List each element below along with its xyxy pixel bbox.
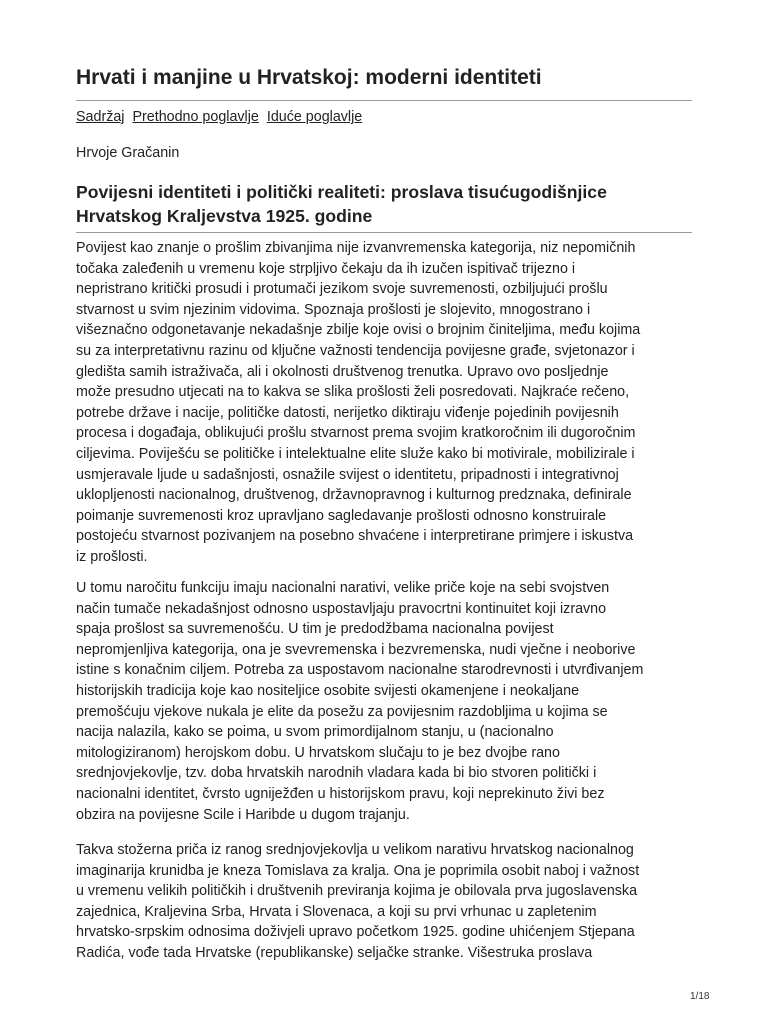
text-line: uklopljenosti nacionalnog, društvenog, državnopravnog i kulturnog predznaka, definirale [76,487,632,504]
text-line: nacionalni identitet, čvrsto ugniježđen u historijskom pravu, koji neprekinuto živi bez [76,785,605,802]
text-line: istine s konačnim ciljem. Potreba za uspostavom nacionalne starodrevnosti i utvrđivanjem [76,662,644,679]
text-line: višeznačno odgonetavanje nekadašnje zbilje koje ovisi o brojnim činiteljima, među kojima [76,322,641,339]
page-title: Hrvati i manjine u Hrvatskoj: moderni identiteti [76,66,542,89]
text-line: Povijest kao znanje o prošlim zbivanjima nije izvanvremenska kategorija, niz nepomičnih [76,240,636,256]
text-line: poimanje suvremenosti kroz upravljano sagledavanje prošlosti odnosno konstruirale [76,507,607,524]
text-line: iz prošlosti. [76,548,148,565]
text-line: premošćuju vjekove nukala je elite da posežu za povijesnim razdobljima u kojima se [76,703,608,720]
text-line: postojeću stvarnost pozivanjem na posebno shvaćene i interpretirane primjere i iskustva [76,528,634,545]
paragraph-1 [76,238,692,568]
author-name: Hrvoje Gračanin [76,145,180,161]
text-line: gledišta samih istraživača, ali i okolnosti društvenog trenutka. Upravo ovo posljednje [76,363,609,380]
text-line: hrvatsko-srpskim odnosima doživjeli upravo početkom 1925. godine uhićenjem Stjepana [76,924,635,941]
text-line: spaja prošlost sa suvremenošću. U tim je predodžbama nacionalna povijest [76,621,554,638]
section-divider [76,232,692,233]
text-line: srednjovjekovlje, tzv. doba hrvatskih narodnih vladara kada bi bio stvoren politički i [76,765,597,782]
page-number: 1/18 [690,991,710,1002]
next-chapter-link[interactable]: Iduće poglavlje [266,109,363,125]
text-line: način tumače nekadašnjost odnosno uspostavljaju pravocrtni kontinuitet koji izravno [76,600,607,617]
text-line: su za interpretativnu razinu od ključne važnosti tendencija povijesne građe, svjetonazor i [76,342,635,359]
text-line: zajednica, Kraljevina Srba, Hrvata i Slovenaca, a koji su prvi vrhunac u zapletenim [76,903,597,920]
text-line: ciljevima. Poviješću se političke i intelektualne elite služe kako bi motivirale, mobilizirale i [76,445,635,462]
text-line: u vremenu velikih političkih i društvenih previranja kojima je obilovala prva jugoslavenska [76,883,638,900]
text-line: Takva stožerna priča iz ranog srednjovjekovlja u velikom narativu hrvatskog nacionalnog [76,842,634,858]
text-line: procesa i događaja, oblikujući prošlu stvarnost prema svojim kratkoročnim ili dugoročnim [76,425,636,442]
text-line: potrebe države i nacije, političke datosti, nerijetko diktiraju viđenje pojedinih povijesnih [76,404,619,421]
section-title: Povijesni identiteti i politički realiteti: proslava tisućugodišnjice Hrvatskog Kraljevstva 1925. godine [76,182,607,226]
text-line: usmjeravale ljude u sadašnjosti, osnažile svijest o identitetu, pripadnosti i integrativnoj [76,466,619,483]
text-line: Radića, vođe tada Hrvatske (republikanske) seljačke stranke. Višestruka proslava [76,944,593,961]
text-line: nacija nalazila, kako se poima, u svom primordijalnom stanju, u (nacionalno [76,724,554,741]
text-line: obzira na povijesne Scile i Haribde u dugom trajanju. [76,806,410,823]
text-line: U tomu naročitu funkciju imaju nacionalni narativi, velike priče koje na sebi svojstven [76,580,610,596]
paragraph-3 [76,840,692,964]
text-line: mitologiziranom) herojskom dobu. U hrvatskom slučaju to je bez dvojbe rano [76,744,560,761]
text-line: stvarnost u svim njezinim vidovima. Spoznaja prošlosti je slojevito, mnogostrano i [76,301,591,318]
title-divider [76,100,692,101]
text-line: imaginarija krunidba je kneza Tomislava za kralja. Ona je poprimila osobit naboj i važnost [76,862,640,879]
text-line: nepromjenljiva kategorija, ona je svevremenska i bezvremenska, nudi vječne i neoborive [76,641,636,658]
text-line: može presudno utjecati na to kakva se slika prošlosti želi posredovati. Najkraće rečeno, [76,384,630,401]
previous-chapter-link[interactable]: Prethodno poglavlje [132,109,259,125]
contents-link[interactable]: Sadržaj [76,109,125,125]
text-line: historijskih tradicija koje kao nositeljice osobite svijesti okamenjene i neokaljane [76,682,580,699]
text-line: točaka zaleđenih u vremenu koje strpljivo čekaju da ih izučen ispitivač trijezno i [76,260,576,277]
text-line: nepristrano kritički prosudi i protumači jezikom svoje suvremenosti, ozbiljujući prošlu [76,281,608,298]
paragraph-2 [76,578,692,825]
chapter-navigation [76,107,366,127]
